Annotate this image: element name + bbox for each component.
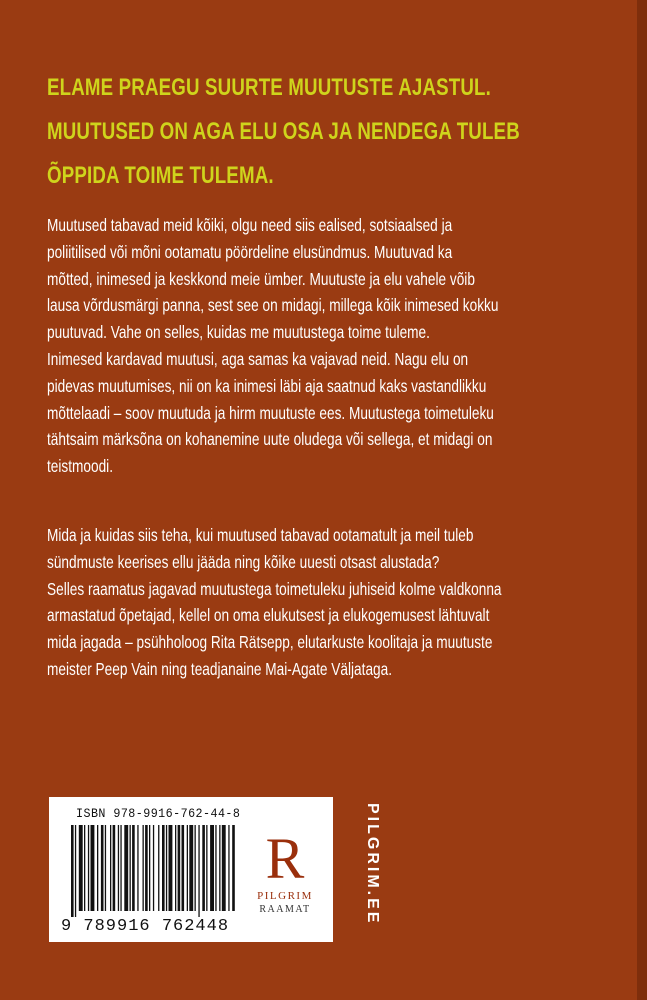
barcode-bar bbox=[143, 825, 144, 911]
barcode-bar bbox=[232, 825, 235, 911]
text-line: mõttelaadi – soov muutuda ja hirm muutuste ees. Muutustega toimetuleku bbox=[47, 402, 494, 423]
text-line: poliitilised või mõni ootamatu pöördeline elusündmus. Muutuvad ka bbox=[47, 241, 453, 262]
barcode-bar bbox=[178, 825, 181, 911]
barcode-bar bbox=[195, 825, 196, 911]
barcode-bar bbox=[182, 825, 185, 911]
barcode-bar bbox=[145, 825, 148, 911]
barcode-bar bbox=[198, 825, 199, 917]
headline bbox=[47, 66, 609, 198]
barcode-bar bbox=[175, 825, 176, 911]
text-line: meister Peep Vain ning teadjanaine Mai-Agate Väljataga. bbox=[47, 658, 393, 679]
text-line: tähtsaim märksõna on kohanemine uute oludega või sellega, et midagi on bbox=[47, 429, 493, 450]
barcode-bar bbox=[153, 825, 154, 911]
barcode-bar bbox=[137, 825, 138, 911]
barcode-bar bbox=[124, 825, 128, 911]
barcode-bar bbox=[228, 825, 229, 911]
text-line: sündmuste keerises ellu jääda ning kõike uuesti otsast alustada? bbox=[47, 551, 440, 572]
text-line: lausa võrdusmärgi panna, sest see on midagi, millega kõik inimesed kokku bbox=[47, 295, 499, 316]
barcode-bar bbox=[206, 825, 207, 911]
barcode-bar bbox=[169, 825, 173, 911]
barcode-bar bbox=[105, 825, 106, 911]
isbn-label: ISBN 978-9916-762-44-8 bbox=[76, 806, 241, 821]
barcode-bar bbox=[118, 825, 119, 911]
barcode-bar bbox=[120, 825, 121, 911]
text-line: puutuvad. Vahe on selles, kuidas me muutustega toime tuleme. bbox=[47, 322, 430, 343]
text-line: pidevas muutumises, nii on ka inimesi läbi aja saatnud kaks vastandlikku bbox=[47, 375, 487, 396]
barcode-bar bbox=[162, 825, 165, 911]
barcode-bar bbox=[166, 825, 167, 911]
barcode-panel bbox=[49, 797, 333, 942]
text-line: armastatud õpetajad, kellel on oma elukutsest ja elukogemusest lähtuvalt bbox=[47, 605, 490, 626]
barcode-bar bbox=[219, 825, 220, 911]
barcode-bar bbox=[215, 825, 216, 911]
headline-line: ELAME PRAEGU SUURTE MUUTUSTE AJASTUL. bbox=[47, 74, 491, 101]
cover-edge bbox=[637, 0, 647, 1000]
barcode-bar bbox=[132, 825, 135, 911]
barcode-bar bbox=[88, 825, 89, 911]
headline-line: MUUTUSED ON AGA ELU OSA JA NENDEGA TULEB bbox=[47, 118, 520, 145]
barcode-bar bbox=[158, 825, 159, 911]
text-line: Muutused tabavad meid kõiki, olgu need siis ealised, sotsiaalsed ja bbox=[47, 215, 453, 235]
barcode-bar bbox=[84, 825, 85, 911]
publisher-logo bbox=[245, 827, 325, 937]
text-line: Selles raamatus jagavad muutustega toimetuleku juhiseid kolme valdkonna bbox=[47, 578, 502, 599]
text-line: Inimesed kardavad muutusi, aga samas ka vajavad neid. Nagu elu on bbox=[47, 348, 469, 369]
text-line: mõtted, inimesed ja keskkond meie ümber. Muutuste ja elu vahele võib bbox=[47, 268, 475, 289]
barcode-bar bbox=[101, 825, 104, 911]
barcode-bar bbox=[189, 825, 193, 911]
barcode-bar bbox=[222, 825, 226, 911]
headline-line: ÕPPIDA TOIME TULEMA. bbox=[47, 162, 274, 189]
barcode-bar bbox=[113, 825, 116, 911]
barcode-bar bbox=[75, 825, 76, 917]
blurb-paragraph-2 bbox=[47, 522, 609, 683]
blurb-paragraph-1 bbox=[47, 212, 609, 480]
barcode-bar bbox=[79, 825, 83, 911]
barcode-bar bbox=[149, 825, 150, 911]
barcode-bar bbox=[210, 825, 214, 911]
publisher-website: PILGRIM.EE bbox=[364, 803, 381, 926]
barcode-graphic bbox=[71, 825, 235, 917]
text-line: Mida ja kuidas siis teha, kui muutused tabavad ootamatult ja meil tuleb bbox=[47, 525, 474, 545]
logo-name: PILGRIM bbox=[257, 890, 313, 902]
barcode-bar bbox=[110, 825, 111, 911]
barcode-bar bbox=[187, 825, 188, 911]
text-line: mida jagada – psühholoog Rita Rätsepp, elutarkuste koolitaja ja muutuste bbox=[47, 632, 493, 653]
barcode-bar bbox=[97, 825, 98, 911]
barcode-digits: 9 789916 762448 bbox=[61, 917, 230, 936]
barcode-bar bbox=[71, 825, 74, 917]
text-line: teistmoodi. bbox=[47, 456, 114, 477]
barcode-bar bbox=[91, 825, 95, 911]
logo-letter: R bbox=[265, 826, 305, 891]
logo-subtitle: RAAMAT bbox=[259, 904, 311, 915]
barcode-bar bbox=[130, 825, 131, 911]
barcode-bar bbox=[202, 825, 205, 911]
